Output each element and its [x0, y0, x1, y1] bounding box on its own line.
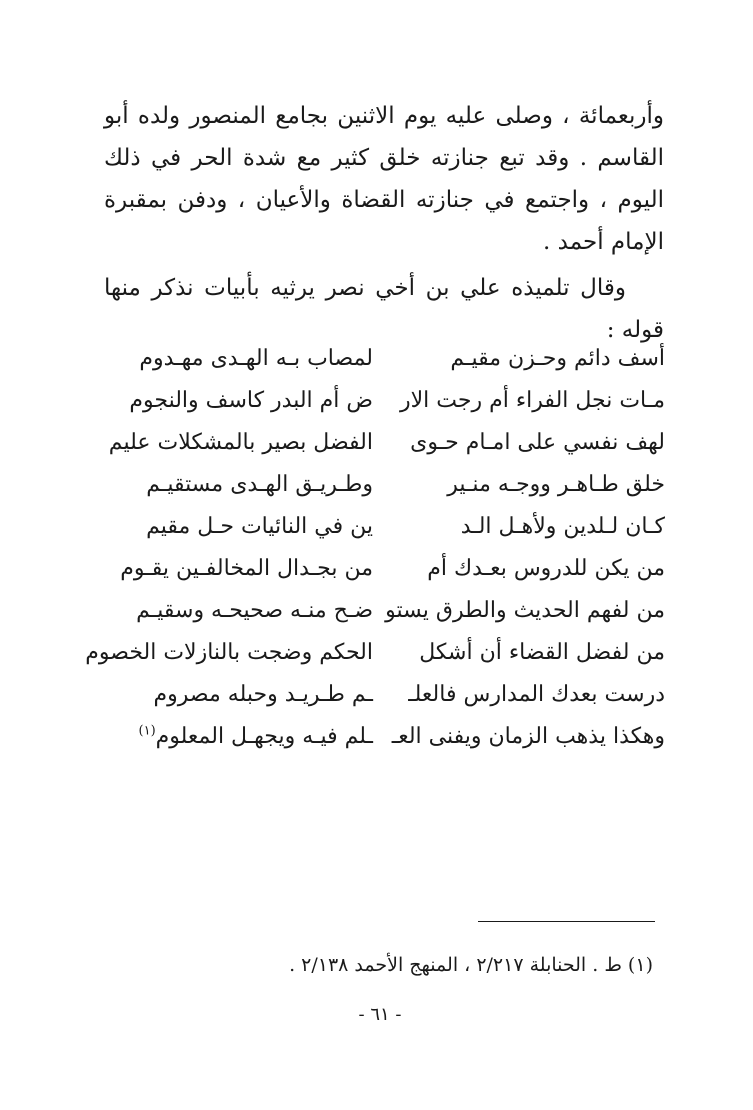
verse-second-hemistich: وطـريـق الهـدى مستقيـم — [146, 472, 373, 497]
verse-first-hemistich: من لفهم الحديث والطرق يستو — [385, 598, 665, 623]
verse-first-hemistich: من لفضل القضاء أن أشكل — [419, 640, 665, 665]
paragraph-burial: وأربعمائة ، وصلى عليه يوم الاثنين بجامع المنصور ولده أبو القاسم . وقد تبع جنازته خلق كثير مع شدة الحر في ذلك اليوم ، واجتمع في جنازته القضاة والأعيان ، ودفن بمقبرة الإمام أحمد . — [104, 103, 664, 255]
verse-first-hemistich: لهف نفسي على امـام حـوى — [410, 430, 665, 455]
poem-verse — [100, 590, 665, 632]
elegy-poem — [85, 338, 665, 758]
poem-verse — [100, 548, 665, 590]
paragraph-elegy-intro: وقال تلميذه علي بن أخي نصر يرثيه بأبيات نذكر منها قوله : — [104, 275, 664, 343]
poem-verse — [100, 380, 665, 422]
verse-first-hemistich: درست بعدك المدارس فالعلـ — [408, 682, 665, 707]
poem-verse — [85, 632, 665, 674]
footnote-marker[interactable]: (١) — [138, 723, 156, 739]
footnote-divider — [478, 921, 655, 922]
verse-second-hemistich: ـم طـريـد وحبله مصروم — [153, 682, 373, 707]
verse-second-hemistich: من بجـدال المخالفـين يقـوم — [120, 556, 373, 581]
verse-first-hemistich: أسف دائم وحـزن مقيـم — [450, 346, 665, 371]
verse-second-hemistich: ين في النائيات حـل مقيم — [146, 514, 373, 539]
poem-verse — [100, 716, 665, 758]
verse-first-hemistich: خلق طـاهـر ووجـه منـير — [447, 472, 665, 497]
verse-second-hemistich: ض أم البدر كاسف والنجوم — [129, 388, 373, 413]
page-number: - ٦١ - — [358, 1004, 402, 1025]
verse-first-hemistich: وهكذا يذهب الزمان ويفنى العـ — [391, 724, 665, 749]
verse-first-hemistich: كـان لـلدين ولأهـل الـد — [460, 514, 665, 539]
verse-second-hemistich — [101, 716, 373, 758]
verse-second-hemistich: ضـح منـه صحيحـه وسقيـم — [136, 598, 373, 623]
verse-first-hemistich: من يكن للدروس بعـدك أم — [427, 556, 665, 581]
poem-verse — [100, 674, 665, 716]
poem-verse — [100, 506, 665, 548]
verse-second-hemistich-text: ـلم فيـه ويجهـل المعلوم — [155, 724, 373, 749]
poem-verse — [100, 422, 665, 464]
verse-second-hemistich: الحكم وضجت بالنازلات الخصوم — [85, 640, 373, 665]
poem-verse — [100, 464, 665, 506]
verse-second-hemistich: الفضل بصير بالمشكلات عليم — [108, 430, 373, 455]
verse-second-hemistich: لمصاب بـه الهـدى مهـدوم — [139, 346, 373, 371]
poem-verse — [100, 338, 665, 380]
verse-first-hemistich: مـات نجل الفراء أم رجت الار — [400, 388, 665, 413]
footnote: (١) ط . الحنابلة ٢/٢١٧ ، المنهج الأحمد ٢/١٣٨ . — [289, 954, 653, 976]
